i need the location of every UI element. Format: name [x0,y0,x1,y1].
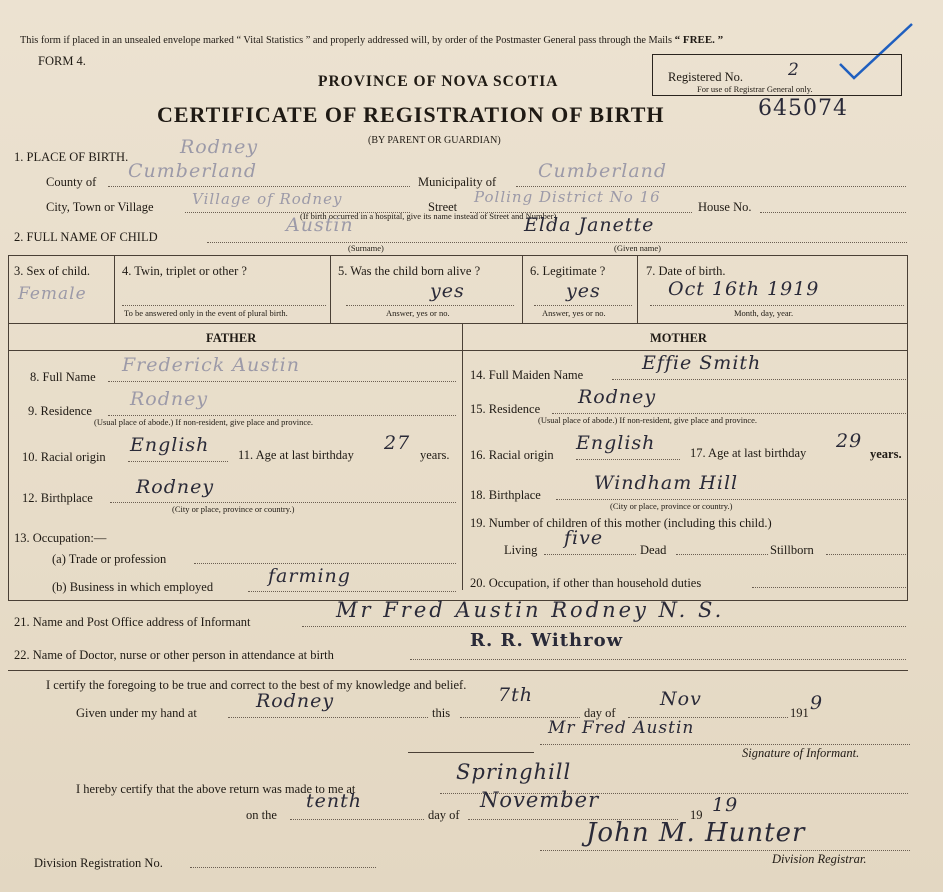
surname-note: (Surname) [348,243,384,253]
mother-race-value: English [576,432,656,454]
father-birthplace-line [110,502,456,503]
living-label: Living [504,543,538,557]
business-value: farming [268,565,351,587]
stillborn-label: Stillborn [770,543,814,557]
place-of-birth-label: 1. PLACE OF BIRTH. [14,150,129,164]
registrar-place-value: Springhill [456,760,572,784]
registered-value: 2 [788,60,800,80]
house-line [760,212,906,213]
living-line [544,554,636,555]
occupation-label: 13. Occupation:— [14,531,107,545]
mother-birthplace-note: (City or place, province or country.) [610,501,733,511]
parents-divider [462,323,463,590]
father-years: years. [420,448,450,462]
doctor-label: 22. Name of Doctor, nurse or other person in attendance at birth [14,648,334,662]
registrar-signature-label: Division Registrar. [772,852,867,866]
mother-age-value: 29 [836,430,863,452]
child-name-label: 2. FULL NAME OF CHILD [14,230,158,244]
municipality-line [516,186,906,187]
certificate-title: CERTIFICATE OF REGISTRATION OF BIRTH [157,102,665,127]
mother-residence-note: (Usual place of abode.) If non-resident, give place and province. [538,415,758,425]
father-birthplace-value: Rodney [136,476,215,498]
legit-line [534,305,632,306]
divider [637,255,638,323]
parents-rule [8,350,908,351]
registrar-month-value: November [480,788,600,812]
mother-occupation-line [752,587,906,588]
registrar-text: I hereby certify that the above return was made to me at [76,782,356,796]
mother-years: years. [870,447,902,461]
business-label: (b) Business in which employed [52,580,214,594]
mother-race-line [576,459,680,460]
twin-line [122,305,326,306]
signature-line [540,744,910,745]
house-label: House No. [698,200,752,214]
father-residence-note: (Usual place of abode.) If non-resident, give place and province. [94,417,314,427]
year-value: 9 [810,692,824,714]
divider [114,255,115,323]
alive-line [346,305,514,306]
legit-note: Answer, yes or no. [542,308,606,318]
mother-age-label: 17. Age at last birthday [690,446,807,460]
mailing-notice [20,34,723,46]
divider [522,255,523,323]
alive-note: Answer, yes or no. [386,308,450,318]
dead-label: Dead [640,543,667,557]
division-registration-label: Division Registration No. [34,856,163,870]
day-of-label: day of [584,706,616,720]
children-count-label: 19. Number of children of this mother (including this child.) [470,516,772,530]
father-birthplace-label: 12. Birthplace [22,491,93,505]
street-value: Polling District No 16 [474,188,661,206]
father-residence-line [108,415,456,416]
birth-date-line [650,305,904,306]
doctor-line [410,659,906,660]
registrar-signature: John M. Hunter [586,818,806,848]
month-value: Nov [660,688,702,710]
registrar-year-prefix: 19 [690,808,703,822]
mother-birthplace-line [556,499,906,500]
mother-name-label: 14. Full Maiden Name [470,368,584,382]
certify-rule [8,670,908,671]
certify-text: I certify the foregoing to be true and correct to the best of my knowledge and belief. [46,678,467,692]
child-name-line [207,242,907,243]
birth-date-label: 7. Date of birth. [646,264,726,278]
mother-heading: MOTHER [650,331,707,345]
short-rule [408,752,534,753]
father-name-line [108,381,456,382]
day-value: 7th [498,684,533,706]
stillborn-line [826,554,906,555]
birth-date-value: Oct 16th 1919 [668,278,820,300]
legit-value: yes [566,280,601,302]
registrar-day-line [290,819,424,820]
county-label: County of [46,175,97,189]
twin-label: 4. Twin, triplet or other ? [122,264,247,278]
alive-value: yes [430,280,465,302]
free-label: “ FREE. ” [674,34,724,46]
mother-birthplace-value: Windham Hill [594,472,739,494]
frame-left [8,255,9,600]
on-the-label: on the [246,808,277,822]
father-age-value: 27 [384,432,411,454]
informant-signature: Mr Fred Austin [548,718,695,738]
birth-date-note: Month, day, year. [734,308,794,318]
mother-residence-label: 15. Residence [470,402,541,416]
division-registration-line [190,867,376,868]
father-age-label: 11. Age at last birthday [238,448,354,462]
father-race-label: 10. Racial origin [22,450,106,464]
informant-label: 21. Name and Post Office address of Informant [14,615,251,629]
street-note: (If birth occurred in a hospital, give its name instead of Street and Number) [300,211,557,221]
doctor-value: R. R. Withrow [470,630,624,651]
street-label: Street [428,200,458,214]
registrar-signature-line [540,850,910,851]
father-name-label: 8. Full Name [30,370,96,384]
informant-value: Mr Fred Austin Rodney N. S. [336,598,725,622]
mother-name-line [612,379,906,380]
living-value: five [564,527,604,549]
frame-right [907,255,908,600]
registrar-day-value: tenth [306,790,362,812]
registered-label: Registered No. [668,70,743,84]
given-place-line [228,717,428,718]
mother-name-value: Effie Smith [642,352,762,374]
place-of-birth-value: Rodney [180,136,259,158]
father-name-value: Frederick Austin [122,354,300,376]
signature-label: Signature of Informant. [742,746,860,760]
father-residence-label: 9. Residence [28,404,92,418]
mother-residence-value: Rodney [578,386,657,408]
alive-label: 5. Was the child born alive ? [338,264,481,278]
form-number: FORM 4. [38,54,86,68]
given-note: (Given name) [614,243,661,253]
subtitle: (BY PARENT OR GUARDIAN) [368,135,501,146]
city-label: City, Town or Village [46,200,154,214]
father-residence-value: Rodney [130,388,209,410]
mother-race-label: 16. Racial origin [470,448,554,462]
registrar-year-value: 19 [712,794,739,816]
given-under-label: Given under my hand at [76,706,197,720]
twin-note: To be answered only in the event of plural birth. [124,308,288,318]
row3-top-rule [8,255,908,256]
dead-line [676,554,768,555]
trade-label: (a) Trade or profession [52,552,167,566]
year-prefix: 191 [790,706,809,720]
business-line [248,591,456,592]
mailing-notice-text: This form if placed in an unsealed envelope marked “ Vital Statistics ” and properly addressed will, by order of the Postmaster General pass through the Mails [20,35,673,46]
father-race-line [128,461,228,462]
father-heading: FATHER [206,331,257,345]
province-heading: PROVINCE OF NOVA SCOTIA [318,73,559,90]
informant-line [302,626,906,627]
municipality-value: Cumberland [538,160,668,182]
county-value: Cumberland [128,160,258,182]
municipality-label: Municipality of [418,175,497,189]
row3-bottom-rule [8,323,908,324]
certificate-number: 645074 [758,96,848,121]
sex-value: Female [18,284,87,304]
city-value: Village of Rodney [192,190,343,208]
registrar-day-of: day of [428,808,460,822]
child-surname: Austin [286,214,354,236]
divider [330,255,331,323]
father-birthplace-note: (City or place, province or country.) [172,504,295,514]
legit-label: 6. Legitimate ? [530,264,606,278]
child-given-name: Elda Janette [524,214,655,236]
father-race-value: English [130,434,210,456]
sex-label: 3. Sex of child. [14,264,91,278]
given-place-value: Rodney [256,690,335,712]
mother-occupation-label: 20. Occupation, if other than household duties [470,576,702,590]
registrar-use-note: For use of Registrar General only. [697,84,813,94]
mother-residence-line [552,413,906,414]
county-line [108,186,410,187]
trade-line [194,563,456,564]
mother-birthplace-label: 18. Birthplace [470,488,541,502]
this-label: this [432,706,451,720]
